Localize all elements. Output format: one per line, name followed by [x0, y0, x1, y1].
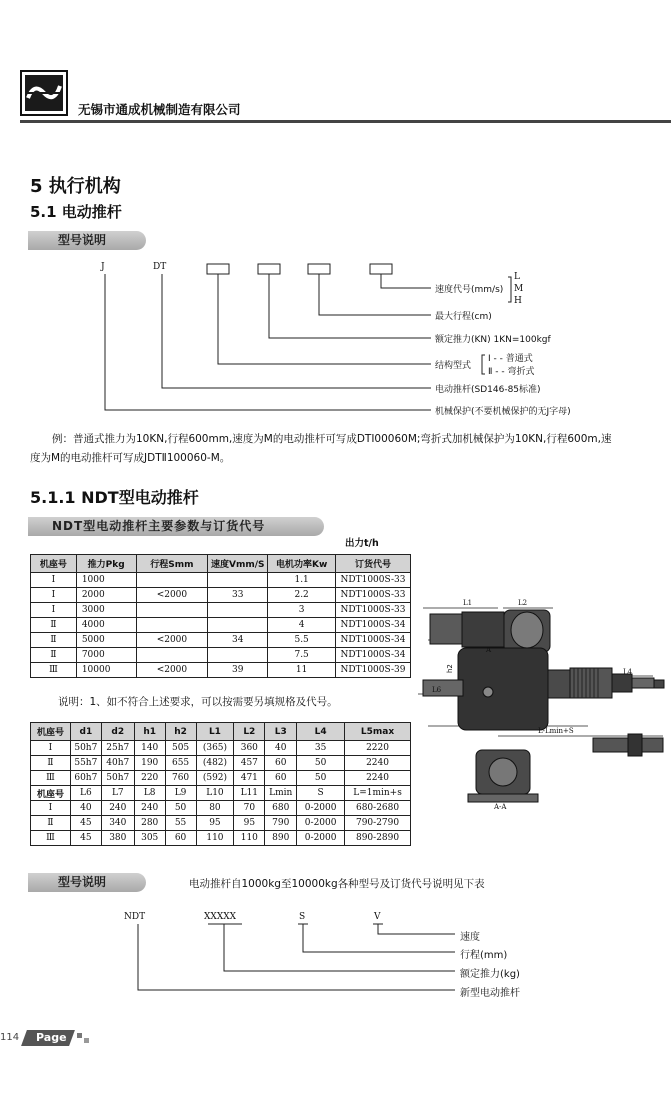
- page-label: Page: [36, 1031, 67, 1044]
- table-cell: 240: [101, 801, 134, 816]
- table-cell: 10000: [76, 663, 136, 678]
- dim-label-l1: L1: [463, 599, 473, 607]
- table-cell: 55h7: [70, 756, 101, 771]
- table-cell: [136, 603, 208, 618]
- table-cell: [208, 618, 268, 633]
- table-cell: 39: [208, 663, 268, 678]
- struct-option-2: Ⅱ - - 弯折式: [488, 367, 535, 377]
- table-cell: 70: [234, 801, 265, 816]
- table-cell: 140: [134, 741, 165, 756]
- label-stroke-2: 行程(mm): [460, 950, 508, 961]
- dims-subheader-row: [31, 786, 411, 801]
- dims-header-cell: L5max: [345, 723, 411, 741]
- output-unit: 出力t/h: [345, 538, 379, 549]
- table-cell: 680: [265, 801, 297, 816]
- label-speed-2: 速度: [460, 932, 480, 943]
- table-cell: 50h7: [101, 771, 134, 786]
- table-cell: 40: [70, 801, 101, 816]
- table-cell: 40h7: [101, 756, 134, 771]
- model-code-lines: [95, 262, 655, 422]
- table-cell: 45: [70, 816, 101, 831]
- table-cell: 240: [134, 801, 165, 816]
- page-deco: [84, 1038, 89, 1043]
- page-footer: [0, 1030, 78, 1046]
- table-cell: 50: [165, 801, 196, 816]
- table-cell: 890: [265, 831, 297, 846]
- params-header-cell: 机座号: [31, 555, 77, 573]
- dims-subheader-cell: L9: [165, 786, 196, 801]
- table-cell: 380: [101, 831, 134, 846]
- table-cell: <2000: [136, 588, 208, 603]
- table-cell: 25h7: [101, 741, 134, 756]
- table-cell: 890-2890: [345, 831, 411, 846]
- table-cell: 3: [268, 603, 336, 618]
- table-cell: (482): [196, 756, 234, 771]
- table-cell: 760: [165, 771, 196, 786]
- model-code-desc: 电动推杆自1000kg至10000kg各种型号及订货代号说明见下表: [189, 878, 485, 890]
- table-cell: 1.1: [268, 573, 336, 588]
- table-cell: 2220: [345, 741, 411, 756]
- table-row: [31, 648, 411, 663]
- table-cell: 34: [208, 633, 268, 648]
- example-paragraph: [30, 430, 660, 468]
- dim-label-a: A: [486, 646, 492, 654]
- table-cell: [136, 648, 208, 663]
- dims-header-cell: 机座号: [31, 723, 71, 741]
- dim-label-l-range: L-Lmin+S: [538, 727, 574, 735]
- dims-header-cell: h2: [165, 723, 196, 741]
- subsection-title: 5.1 电动推杆: [30, 203, 122, 221]
- code-dt: DT: [153, 262, 167, 272]
- table-cell: 471: [234, 771, 265, 786]
- table-cell: 95: [196, 816, 234, 831]
- dims-header-cell: L3: [265, 723, 297, 741]
- table-row: [31, 618, 411, 633]
- params-header-cell: 行程Smm: [136, 555, 208, 573]
- struct-option-1: Ⅰ - - 普通式: [488, 354, 533, 364]
- table-cell: 7000: [76, 648, 136, 663]
- table-cell: 5000: [76, 633, 136, 648]
- dims-subheader-cell: L8: [134, 786, 165, 801]
- table-cell: 360: [234, 741, 265, 756]
- page-deco: [77, 1033, 82, 1038]
- dims-header-cell: d2: [101, 723, 134, 741]
- table-cell: Ⅰ: [31, 603, 77, 618]
- table-cell: Ⅱ: [31, 633, 77, 648]
- table-cell: 3000: [76, 603, 136, 618]
- table-cell: 35: [297, 741, 345, 756]
- dims-subheader-cell: L10: [196, 786, 234, 801]
- label-new-rod: 新型电动推杆: [460, 988, 520, 999]
- params-table: [30, 554, 411, 678]
- logo-icon: [22, 72, 66, 114]
- code-ndt: NDT: [124, 912, 146, 922]
- table-cell: Ⅱ: [31, 816, 71, 831]
- label-rod: 电动推杆(SD146-85标准): [435, 385, 541, 395]
- label-protect: 机械保护(不要机械保护的无J字母): [435, 407, 571, 417]
- dim-label-h2: h2: [446, 664, 454, 673]
- table-cell: [208, 573, 268, 588]
- label-stroke: 最大行程(cm): [435, 312, 492, 322]
- table-cell: [136, 573, 208, 588]
- table-cell: 220: [134, 771, 165, 786]
- table-cell: 0-2000: [297, 831, 345, 846]
- table-cell: Ⅰ: [31, 801, 71, 816]
- dims-header-cell: L1: [196, 723, 234, 741]
- table-cell: 50: [297, 756, 345, 771]
- model-code-diagram-2: [120, 912, 540, 1000]
- table-cell: 790: [265, 816, 297, 831]
- code-s: S: [299, 912, 306, 922]
- table-cell: 45: [70, 831, 101, 846]
- table-cell: (365): [196, 741, 234, 756]
- table-cell: 60h7: [70, 771, 101, 786]
- table-cell: 0-2000: [297, 816, 345, 831]
- example-line-2: 度为M的电动推杆可写成JDTⅡ100060-M。: [30, 452, 231, 464]
- table-cell: 95: [234, 816, 265, 831]
- table-cell: 110: [196, 831, 234, 846]
- page-number: 114: [0, 1032, 20, 1043]
- table-cell: 655: [165, 756, 196, 771]
- params-header-cell: 订货代号: [336, 555, 411, 573]
- params-header-row: [31, 555, 411, 573]
- speed-m: M: [514, 284, 524, 294]
- table-cell: [208, 603, 268, 618]
- table-cell: Ⅰ: [31, 741, 71, 756]
- table-cell: 0-2000: [297, 801, 345, 816]
- dims-table: [30, 722, 411, 846]
- table-cell: 11: [268, 663, 336, 678]
- table-cell: Ⅱ: [31, 756, 71, 771]
- label-thrust: 额定推力(KN) 1KN=100kgf: [435, 335, 551, 345]
- table-row: [31, 573, 411, 588]
- ndt-title: 5.1.1 NDT型电动推杆: [30, 488, 199, 507]
- speed-l: L: [514, 272, 520, 282]
- table-cell: 50: [297, 771, 345, 786]
- dims-subheader-cell: S: [297, 786, 345, 801]
- dims-subheader-cell: Lmin: [265, 786, 297, 801]
- table-cell: Ⅲ: [31, 831, 71, 846]
- table-cell: 2.2: [268, 588, 336, 603]
- table-cell: 80: [196, 801, 234, 816]
- dims-subheader-cell: 机座号: [31, 786, 71, 801]
- table-row: [31, 588, 411, 603]
- dims-header-cell: L4: [297, 723, 345, 741]
- table-cell: 55: [165, 816, 196, 831]
- params-pill: NDT型电动推杆主要参数与订货代号: [28, 517, 324, 536]
- table-cell: <2000: [136, 633, 208, 648]
- dims-subheader-cell: L=1min+s: [345, 786, 411, 801]
- code-xxxxx: XXXXX: [204, 912, 237, 922]
- example-line-1: 例：普通式推力为10KN,行程600mm,速度为M的电动推杆可写成DTⅠ00060M;弯折式加机械保护为10KN,行程600m,速: [52, 433, 612, 445]
- table-row: [31, 816, 411, 831]
- table-cell: Ⅰ: [31, 588, 77, 603]
- table-cell: 1000: [76, 573, 136, 588]
- table-row: [31, 633, 411, 648]
- params-header-cell: 电机功率Kw: [268, 555, 336, 573]
- dim-label-l4: L4: [623, 668, 633, 676]
- table-row: [31, 771, 411, 786]
- table-cell: 50h7: [70, 741, 101, 756]
- table-cell: 60: [265, 756, 297, 771]
- table-cell: 4000: [76, 618, 136, 633]
- table-cell: 457: [234, 756, 265, 771]
- table-row: [31, 741, 411, 756]
- table-row: [31, 603, 411, 618]
- table-cell: [208, 648, 268, 663]
- actuator-drawing: [418, 598, 671, 820]
- params-header-cell: 推力Pkg: [76, 555, 136, 573]
- table-cell: Ⅰ: [31, 573, 77, 588]
- table-cell: NDT1000S-39: [336, 663, 411, 678]
- table-cell: NDT1000S-33: [336, 573, 411, 588]
- table-cell: 2000: [76, 588, 136, 603]
- table-cell: <2000: [136, 663, 208, 678]
- table-cell: 5.5: [268, 633, 336, 648]
- header-divider: [20, 120, 671, 123]
- table-cell: 190: [134, 756, 165, 771]
- table-row: [31, 801, 411, 816]
- table-cell: 33: [208, 588, 268, 603]
- table-cell: Ⅱ: [31, 618, 77, 633]
- table-cell: NDT1000S-34: [336, 648, 411, 663]
- table-cell: 280: [134, 816, 165, 831]
- table-cell: (592): [196, 771, 234, 786]
- table-cell: 40: [265, 741, 297, 756]
- table-row: [31, 756, 411, 771]
- params-note: 说明：1、如不符合上述要求，可以按需要另填规格及代号。: [58, 696, 338, 708]
- table-cell: 680-2680: [345, 801, 411, 816]
- table-cell: 60: [165, 831, 196, 846]
- table-cell: Ⅱ: [31, 648, 77, 663]
- label-thrust-2: 额定推力(kg): [460, 969, 520, 980]
- table-cell: 4: [268, 618, 336, 633]
- speed-h: H: [514, 296, 522, 306]
- table-cell: [136, 618, 208, 633]
- dims-header-cell: L2: [234, 723, 265, 741]
- table-cell: NDT1000S-34: [336, 618, 411, 633]
- model-code-pill: 型号说明: [28, 231, 146, 250]
- table-cell: NDT1000S-34: [336, 633, 411, 648]
- table-cell: 110: [234, 831, 265, 846]
- dims-header-cell: d1: [70, 723, 101, 741]
- table-cell: 790-2790: [345, 816, 411, 831]
- table-cell: 2240: [345, 756, 411, 771]
- company-logo: [20, 70, 68, 116]
- actuator-drawing-svg: [418, 598, 671, 820]
- table-row: [31, 831, 411, 846]
- table-cell: 7.5: [268, 648, 336, 663]
- table-cell: NDT1000S-33: [336, 588, 411, 603]
- table-cell: NDT1000S-33: [336, 603, 411, 618]
- table-cell: 505: [165, 741, 196, 756]
- code-j: J: [101, 262, 105, 272]
- dims-header-cell: h1: [134, 723, 165, 741]
- label-struct: 结构型式: [435, 361, 472, 371]
- label-speed: 速度代号(mm/s): [435, 285, 504, 295]
- model-code-diagram: [95, 262, 655, 422]
- table-row: [31, 663, 411, 678]
- section-title: 5 执行机构: [30, 176, 121, 197]
- table-cell: Ⅲ: [31, 771, 71, 786]
- dim-label-aa: A-A: [494, 803, 507, 811]
- table-cell: 2240: [345, 771, 411, 786]
- table-cell: 60: [265, 771, 297, 786]
- dims-subheader-cell: L7: [101, 786, 134, 801]
- company-name: 无锡市通成机械制造有限公司: [78, 102, 241, 117]
- dim-label-l2: L2: [518, 599, 528, 607]
- table-cell: 305: [134, 831, 165, 846]
- dims-header-row: [31, 723, 411, 741]
- table-cell: Ⅲ: [31, 663, 77, 678]
- params-header-cell: 速度Vmm/S: [208, 555, 268, 573]
- dims-subheader-cell: L6: [70, 786, 101, 801]
- dim-label-l6: L6: [432, 686, 442, 694]
- code-v: V: [374, 912, 381, 922]
- model-code-pill-2: 型号说明: [28, 873, 146, 892]
- dims-subheader-cell: L11: [234, 786, 265, 801]
- table-cell: 340: [101, 816, 134, 831]
